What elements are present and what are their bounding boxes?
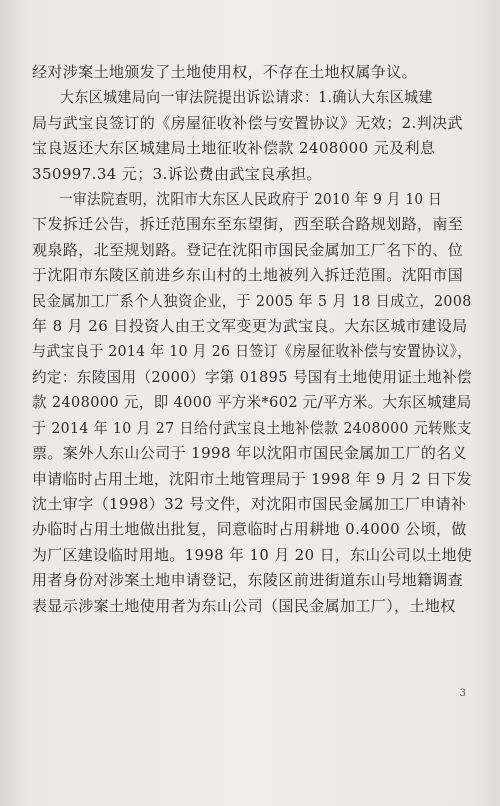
text-line: 大东区城建局向一审法院提出诉讼请求：1.确认大东区城建 xyxy=(59,88,433,107)
text-line: 一审法院查明，沈阳市大东区人民政府于 2010 年 9 月 10 日 xyxy=(59,190,442,209)
text-line: 约定：东陵国用（2000）字第 01895 号国有土地使用证土地补偿 xyxy=(32,367,472,386)
text-line: 于 2014 年 10 月 27 日给付武宝良土地补偿款 2408000 元转账支 xyxy=(32,418,472,437)
text-line: 宝良返还大东区城建局土地征收补偿款 2408000 元及利息 xyxy=(32,139,436,158)
text-line: 申请临时占用土地，沈阳市土地管理局于 1998 年 9 月 2 日下发 xyxy=(32,469,472,488)
text-line: 于沈阳市东陵区前进乡东山村的土地被列入拆迁范围。沈阳市国 xyxy=(32,266,464,285)
text-line: 下发拆迁公告，拆迁范围东至东望街，西至联合路规划路，南至 xyxy=(32,215,464,234)
text-line: 年 8 月 26 日投资人由王文军变更为武宝良。大东区城市建设局 xyxy=(32,317,468,336)
text-line: 350997.34 元；3.诉讼费由武宝良承担。 xyxy=(32,164,322,183)
text-line: 局与武宝良签订的《房屋征收补偿与安置协议》无效；2.判决武 xyxy=(32,113,463,132)
text-line: 表显示涉案土地使用者为东山公司（国民金属加工厂），土地权 xyxy=(32,596,456,615)
text-line: 款 2408000 元，即 4000 平方米*602 元/平方米。大东区城建局 xyxy=(32,393,472,412)
text-line: 沈土审字（1998）32 号文件，对沈阳市国民金属加工厂申请补 xyxy=(32,494,467,513)
body-text xyxy=(32,60,472,619)
text-line: 观泉路，北至规划路。登记在沈阳市国民金属加工厂名下的、位 xyxy=(32,240,464,259)
page-number: 3 xyxy=(459,688,466,699)
text-line: 为厂区建设临时用地。1998 年 10 月 20 日，东山公司以土地使 xyxy=(32,545,473,564)
text-line: 票。案外人东山公司于 1998 年以沈阳市国民金属加工厂的名义 xyxy=(32,444,468,463)
text-line: 民金属加工厂系个人独资企业，于 2005 年 5 月 18 日成立，2008 xyxy=(32,291,472,310)
text-line: 与武宝良于 2014 年 10 月 26 日签订《房屋征收补偿与安置协议》， xyxy=(32,342,472,361)
text-line: 用者身份对涉案土地申请登记，东陵区前进街道东山号地籍调查 xyxy=(32,571,464,590)
text-line: 经对涉案土地颁发了土地使用权，不存在土地权属争议。 xyxy=(32,63,418,81)
text-line: 办临时占用土地做出批复，同意临时占用耕地 0.4000 公顷，做 xyxy=(32,520,467,539)
